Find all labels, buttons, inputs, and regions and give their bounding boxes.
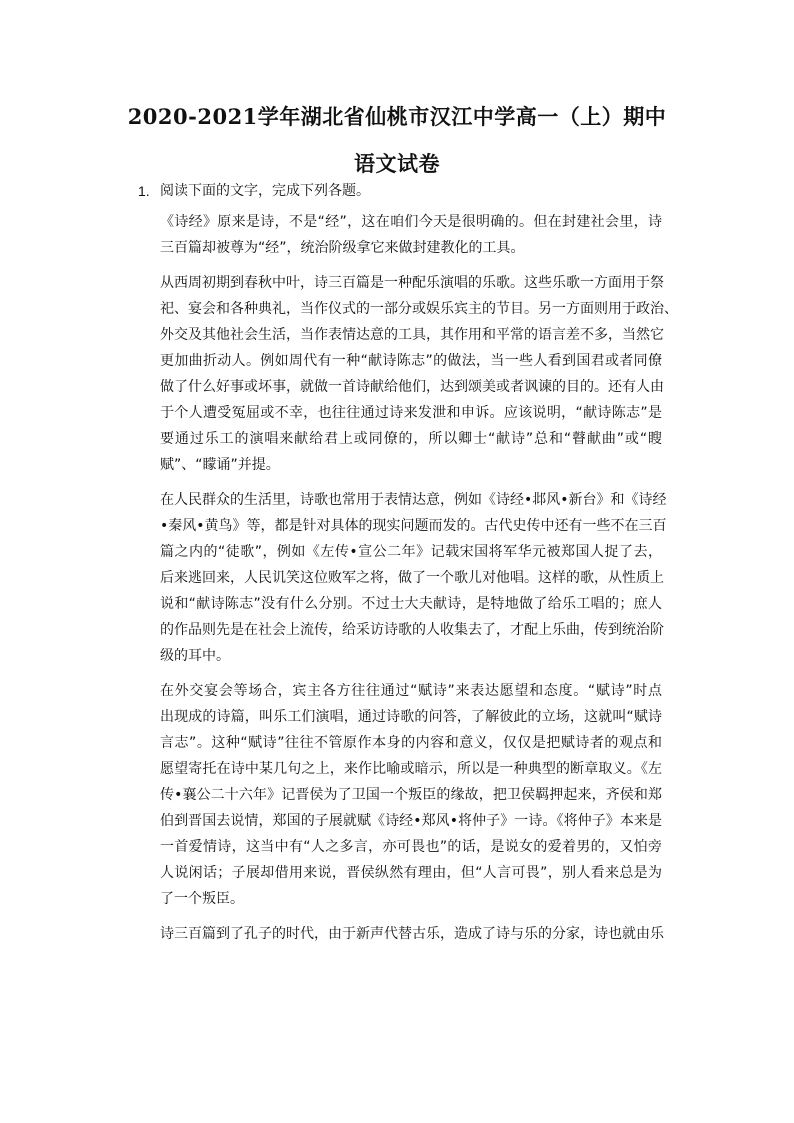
passage-line: 的作品则先是在社会上流传，给采访诗歌的人收集去了，才配上乐曲，传到统治阶 bbox=[160, 622, 664, 638]
passage-line: 出现成的诗篇，叫乐工们演唱，通过诗歌的问答，了解彼此的立场，这就叫“赋诗 bbox=[160, 709, 662, 725]
passage-line: 篇之内的“徒歌”，例如《左传•宣公二年》记载宋国将军华元被郑国人捉了去， bbox=[160, 544, 662, 560]
passage-line: 传•襄公二十六年》记晋侯为了卫国一个叛臣的缘故，把卫侯羁押起来，齐侯和郑 bbox=[160, 787, 662, 803]
passage-line: •秦风•黄鸟》等，都是针对具体的现实问题而发的。古代史传中还有一些不在三百 bbox=[160, 518, 667, 534]
passage-line: 后来逃回来，人民讥笑这位败军之将，做了一个歌儿对他唱。这样的歌，从性质上 bbox=[160, 570, 664, 586]
title-line-1: 2020-2021学年湖北省仙桃市汉江中学高一（上）期中 bbox=[127, 104, 667, 129]
passage-line: 在外交宴会等场合，宾主各方往往通过“赋诗”来表达愿望和态度。“赋诗”时点 bbox=[160, 683, 662, 699]
passage-line: 从西周初期到春秋中叶，诗三百篇是一种配乐演唱的乐歌。这些乐歌一方面用于祭 bbox=[160, 275, 664, 291]
passage-paragraph bbox=[160, 270, 678, 478]
question-number: 1. bbox=[138, 183, 150, 199]
passage-line: 外交及其他社会生活，当作表情达意的工具，其作用和平常的语言差不多，当然它 bbox=[160, 327, 664, 343]
passage-paragraph bbox=[160, 209, 662, 261]
passage-paragraph bbox=[160, 678, 662, 912]
passage-line: 做了什么好事或坏事，就做一首诗献给他们，达到颂美或者讽谏的目的。还有人由 bbox=[160, 379, 664, 395]
passage-line: 祀、宴会和各种典礼，当作仪式的一部分或娱乐宾主的节目。另一方面则用于政治、 bbox=[160, 301, 678, 317]
passage-line: 《诗经》原来是诗，不是“经”，这在咱们今天是很明确的。但在封建社会里，诗 bbox=[160, 214, 662, 230]
question-body bbox=[160, 178, 678, 956]
passage-line: 愿望寄托在诗中某几句之上，来作比喻或暗示，所以是一种典型的断章取义。《左 bbox=[160, 761, 662, 777]
passage-paragraph bbox=[160, 487, 667, 669]
passage-line: 三百篇却被尊为“经”，统治阶级拿它来做封建教化的工具。 bbox=[160, 240, 525, 256]
passage-line: 诗三百篇到了孔子的时代，由于新声代替古乐，造成了诗与乐的分家，诗也就由乐 bbox=[160, 926, 664, 942]
passage-line: 伯到晋国去说情，郑国的子展就赋《诗经•郑风•将仲子》一诗。《将仲子》本来是 bbox=[160, 813, 662, 829]
passage-line: 人说闲话；子展却借用来说，晋侯纵然有理由，但“人言可畏”，别人看来总是为 bbox=[160, 865, 662, 881]
title-line-2: 语文试卷 bbox=[354, 151, 440, 176]
passage-line: 赋”、“矇诵”并提。 bbox=[160, 457, 280, 473]
passage-paragraph bbox=[160, 921, 662, 947]
passage-line: 说和“献诗陈志”没有什么分别。不过士大夫献诗，是特地做了给乐工唱的；庶人 bbox=[160, 596, 662, 612]
question-prompt: 阅读下面的文字，完成下列各题。 bbox=[160, 183, 370, 199]
passage-line: 言志”。这种“赋诗”往往不管原作本身的内容和意义，仅仅是把赋诗者的观点和 bbox=[160, 735, 662, 751]
passage-line: 了一个叛臣。 bbox=[160, 891, 244, 907]
document-title bbox=[0, 93, 794, 187]
passage-line: 要通过乐工的演唱来献给君上或同僚的，所以卿士“献诗”总和“瞽献曲”或“瞍 bbox=[160, 431, 662, 447]
passage-line: 一首爱情诗，这当中有“人之多言，亦可畏也”的话，是说女的爱着男的，又怕旁 bbox=[160, 839, 662, 855]
passage-line: 于个人遭受冤屈或不幸，也往往通过诗来发泄和申诉。应该说明，“献诗陈志”是 bbox=[160, 405, 662, 421]
passage-line: 级的耳中。 bbox=[160, 648, 230, 664]
passage-line: 在人民群众的生活里，诗歌也常用于表情达意，例如《诗经•邶风•新台》和《诗经 bbox=[160, 492, 667, 508]
passage-line: 更加曲折动人。例如周代有一种“献诗陈志”的做法，当一些人看到国君或者同僚 bbox=[160, 353, 662, 369]
